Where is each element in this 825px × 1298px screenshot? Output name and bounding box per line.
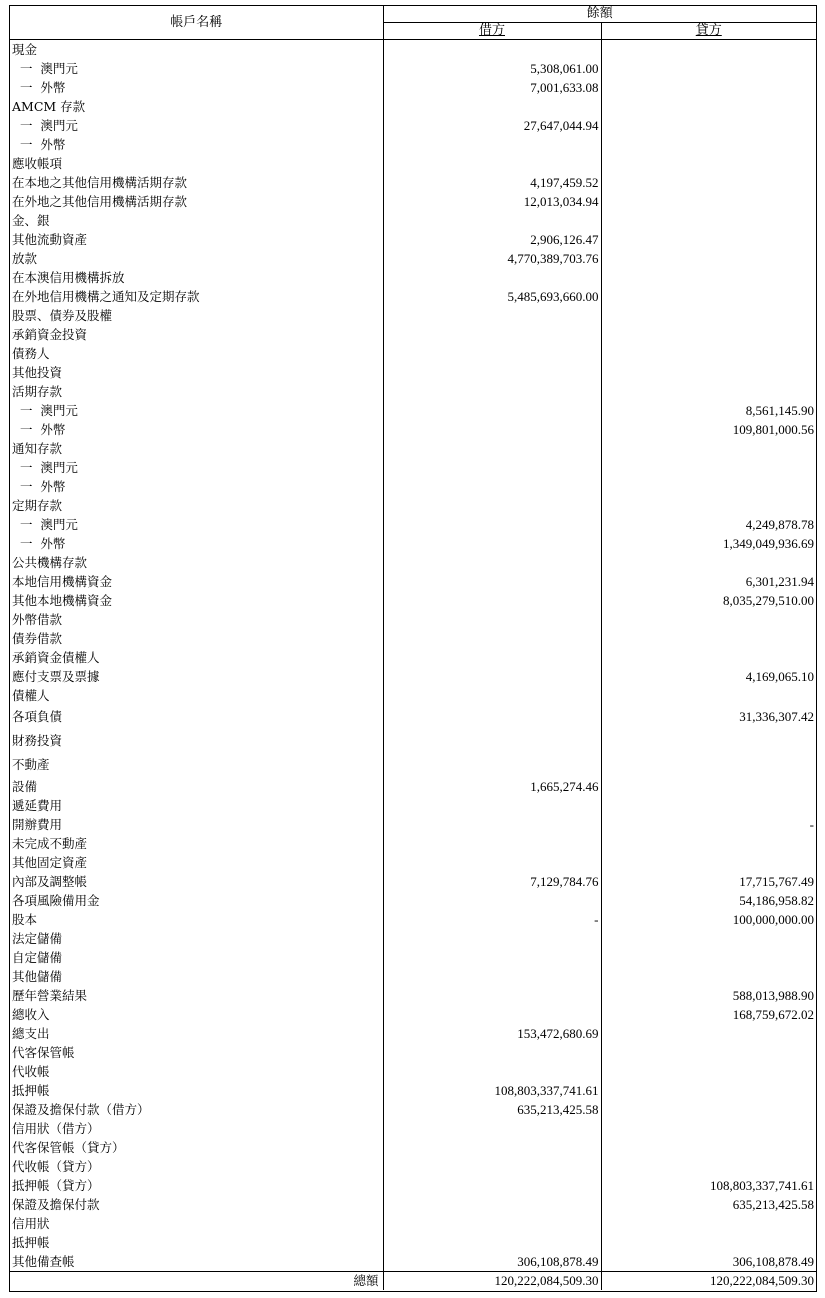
account-name-cell: 一 澳門元 — [10, 401, 383, 420]
credit-cell — [601, 458, 816, 477]
table-row — [10, 1214, 816, 1233]
credit-cell — [601, 477, 816, 496]
debit-cell: - — [383, 910, 601, 929]
debit-cell — [383, 686, 601, 705]
debit-cell: 4,770,389,703.76 — [383, 249, 601, 268]
credit-cell — [601, 116, 816, 135]
account-name-cell: 金、銀 — [10, 211, 383, 230]
account-name-header-label: 帳戶名稱 — [170, 14, 223, 30]
table-row — [10, 173, 816, 192]
table-row — [10, 458, 816, 477]
table-row — [10, 572, 816, 591]
table-row — [10, 1043, 816, 1062]
credit-cell — [601, 1024, 816, 1043]
account-rows — [10, 40, 816, 1272]
credit-cell — [601, 648, 816, 667]
credit-cell — [601, 192, 816, 211]
debit-cell: 5,485,693,660.00 — [383, 287, 601, 306]
debit-cell — [383, 135, 601, 154]
table-row — [10, 382, 816, 401]
debit-cell — [383, 515, 601, 534]
table-row — [10, 268, 816, 287]
credit-header-label: 貸方 — [695, 23, 722, 38]
account-name-cell: 一 外幣 — [10, 420, 383, 439]
credit-cell — [601, 306, 816, 325]
debit-cell: 635,213,425.58 — [383, 1100, 601, 1119]
credit-cell — [601, 1157, 816, 1176]
table-row — [10, 967, 816, 986]
table-row — [10, 986, 816, 1005]
debit-cell — [383, 948, 601, 967]
credit-cell — [601, 325, 816, 344]
header-row-top — [10, 6, 816, 23]
debit-cell — [383, 1214, 601, 1233]
credit-cell — [601, 40, 816, 60]
table-row — [10, 667, 816, 686]
trial-balance-sheet — [9, 5, 817, 1292]
debit-cell — [383, 458, 601, 477]
account-name-cell: 定期存款 — [10, 496, 383, 515]
debit-cell — [383, 853, 601, 872]
account-name-cell: 不動產 — [10, 753, 383, 777]
balance-header-label: 餘額 — [586, 6, 613, 21]
credit-cell — [601, 1100, 816, 1119]
debit-cell — [383, 834, 601, 853]
table-row — [10, 1138, 816, 1157]
credit-cell — [601, 753, 816, 777]
account-name-cell: 本地信用機構資金 — [10, 572, 383, 591]
table-row — [10, 135, 816, 154]
account-name-cell: 抵押帳 — [10, 1233, 383, 1252]
account-name-cell: 財務投資 — [10, 729, 383, 753]
debit-header — [383, 23, 601, 40]
account-name-cell: 股票、債券及股權 — [10, 306, 383, 325]
credit-cell — [601, 777, 816, 796]
table-row — [10, 910, 816, 929]
credit-cell: 100,000,000.00 — [732, 912, 815, 927]
debit-cell: 108,803,337,741.61 — [383, 1081, 601, 1100]
credit-cell — [601, 344, 816, 363]
table-row — [10, 777, 816, 796]
credit-cell — [601, 834, 816, 853]
account-name-cell: 承銷資金債權人 — [10, 648, 383, 667]
table-row — [10, 59, 816, 78]
account-name-cell: 抵押帳 — [10, 1081, 383, 1100]
debit-cell — [383, 591, 601, 610]
credit-cell — [601, 629, 816, 648]
debit-cell — [383, 1062, 601, 1081]
debit-cell — [383, 401, 601, 420]
table-row — [10, 496, 816, 515]
table-row — [10, 929, 816, 948]
account-name-cell: 活期存款 — [10, 382, 383, 401]
table-row — [10, 420, 816, 439]
credit-cell: - — [809, 817, 815, 832]
credit-cell — [601, 363, 816, 382]
balance-header — [383, 6, 816, 23]
debit-cell — [383, 1138, 601, 1157]
table-row — [10, 1081, 816, 1100]
debit-cell: 4,197,459.52 — [383, 173, 601, 192]
account-name-cell: 法定儲備 — [10, 929, 383, 948]
account-name-cell: 債券借款 — [10, 629, 383, 648]
debit-cell — [383, 667, 601, 686]
table-row — [10, 686, 816, 705]
debit-cell — [383, 705, 601, 729]
credit-cell: 8,561,145.90 — [745, 403, 815, 418]
account-name-cell: 各項風險備用金 — [10, 891, 383, 910]
account-name-cell: 一 外幣 — [10, 78, 383, 97]
account-name-cell: 一 澳門元 — [10, 515, 383, 534]
debit-cell: 27,647,044.94 — [383, 116, 601, 135]
account-name-cell: 在外地信用機構之通知及定期存款 — [10, 287, 383, 306]
table-row — [10, 729, 816, 753]
account-name-cell: 各項負債 — [10, 705, 383, 729]
debit-cell: 153,472,680.69 — [383, 1024, 601, 1043]
account-name-cell: 一 外幣 — [10, 534, 383, 553]
account-name-cell: 保證及擔保付款 — [10, 1195, 383, 1214]
credit-cell — [601, 211, 816, 230]
credit-cell — [601, 496, 816, 515]
debit-cell: 7,001,633.08 — [383, 78, 601, 97]
debit-cell — [383, 1005, 601, 1024]
debit-cell — [383, 344, 601, 363]
credit-cell: 31,336,307.42 — [739, 709, 815, 724]
table-row — [10, 1100, 816, 1119]
credit-cell — [601, 686, 816, 705]
balance-table — [10, 6, 816, 1290]
account-name-cell: 外幣借款 — [10, 610, 383, 629]
account-name-cell: 設備 — [10, 777, 383, 796]
credit-cell — [601, 1214, 816, 1233]
table-row — [10, 1233, 816, 1252]
table-row — [10, 401, 816, 420]
debit-cell — [383, 553, 601, 572]
debit-cell — [383, 154, 601, 173]
debit-cell — [383, 1157, 601, 1176]
debit-cell — [383, 325, 601, 344]
debit-cell — [383, 891, 601, 910]
account-name-cell: 債權人 — [10, 686, 383, 705]
credit-cell — [601, 1043, 816, 1062]
debit-cell — [383, 815, 601, 834]
debit-cell — [383, 753, 601, 777]
debit-cell — [383, 1233, 601, 1252]
debit-cell — [383, 1043, 601, 1062]
credit-cell: 4,169,065.10 — [745, 669, 815, 684]
account-name-cell: 在本地之其他信用機構活期存款 — [10, 173, 383, 192]
account-name-cell: 一 外幣 — [10, 477, 383, 496]
debit-cell — [383, 420, 601, 439]
debit-cell — [383, 477, 601, 496]
account-name-cell: 其他備查帳 — [10, 1252, 383, 1272]
credit-cell — [601, 287, 816, 306]
account-name-cell: 放款 — [10, 249, 383, 268]
debit-cell: 1,665,274.46 — [383, 777, 601, 796]
debit-cell: 7,129,784.76 — [383, 872, 601, 891]
table-row — [10, 363, 816, 382]
account-name-cell: 股本 — [10, 910, 383, 929]
table-row — [10, 753, 816, 777]
debit-cell: 306,108,878.49 — [383, 1252, 601, 1272]
credit-cell: 108,803,337,741.61 — [710, 1178, 815, 1193]
account-name-cell: AMCM 存款 — [10, 97, 383, 116]
account-name-cell: 代客保管帳 — [10, 1043, 383, 1062]
credit-cell — [601, 1062, 816, 1081]
debit-cell — [383, 439, 601, 458]
table-row — [10, 1062, 816, 1081]
debit-cell — [383, 268, 601, 287]
debit-cell — [383, 796, 601, 815]
credit-cell — [601, 1119, 816, 1138]
credit-cell: 6,301,231.94 — [745, 574, 815, 589]
debit-cell — [383, 211, 601, 230]
table-row — [10, 796, 816, 815]
credit-cell — [601, 78, 816, 97]
account-name-cell: 一 澳門元 — [10, 458, 383, 477]
table-row — [10, 1157, 816, 1176]
table-row — [10, 1119, 816, 1138]
table-row — [10, 439, 816, 458]
credit-cell — [601, 59, 816, 78]
debit-cell — [383, 534, 601, 553]
table-row — [10, 154, 816, 173]
table-row — [10, 325, 816, 344]
table-row — [10, 1176, 816, 1195]
table-row — [10, 610, 816, 629]
table-row — [10, 78, 816, 97]
credit-cell: 4,249,878.78 — [745, 517, 815, 532]
credit-cell — [601, 796, 816, 815]
table-row — [10, 192, 816, 211]
total-debit: 120,222,084,509.30 — [383, 1272, 601, 1291]
debit-cell — [383, 610, 601, 629]
table-row — [10, 648, 816, 667]
debit-cell — [383, 40, 601, 60]
account-name-cell: 代收帳（貸方） — [10, 1157, 383, 1176]
debit-cell — [383, 1195, 601, 1214]
debit-cell — [383, 929, 601, 948]
credit-cell — [601, 382, 816, 401]
credit-cell — [601, 154, 816, 173]
account-name-cell: 現金 — [10, 40, 383, 60]
credit-header — [601, 23, 816, 40]
credit-cell — [601, 948, 816, 967]
table-row — [10, 287, 816, 306]
table-row — [10, 515, 816, 534]
table-row — [10, 477, 816, 496]
credit-cell — [601, 853, 816, 872]
debit-cell — [383, 967, 601, 986]
credit-cell — [601, 553, 816, 572]
table-row — [10, 948, 816, 967]
credit-cell: 54,186,958.82 — [739, 893, 815, 908]
account-name-cell: 在外地之其他信用機構活期存款 — [10, 192, 383, 211]
credit-cell — [601, 249, 816, 268]
account-name-cell: 債務人 — [10, 344, 383, 363]
account-name-cell: 其他投資 — [10, 363, 383, 382]
table-row — [10, 872, 816, 891]
credit-cell — [601, 268, 816, 287]
table-row — [10, 306, 816, 325]
credit-cell: 168,759,672.02 — [732, 1007, 815, 1022]
debit-cell — [383, 306, 601, 325]
table-row — [10, 534, 816, 553]
account-name-cell: 總收入 — [10, 1005, 383, 1024]
credit-cell — [601, 439, 816, 458]
account-name-cell: 其他流動資產 — [10, 230, 383, 249]
debit-cell — [383, 1119, 601, 1138]
credit-cell: 17,715,767.49 — [739, 874, 815, 889]
account-name-cell: 其他儲備 — [10, 967, 383, 986]
table-row — [10, 1005, 816, 1024]
credit-cell: 306,108,878.49 — [732, 1254, 815, 1269]
debit-cell — [383, 1176, 601, 1195]
table-row — [10, 230, 816, 249]
account-name-cell: 自定儲備 — [10, 948, 383, 967]
credit-cell — [601, 1233, 816, 1252]
credit-cell — [601, 967, 816, 986]
account-name-cell: 在本澳信用機構拆放 — [10, 268, 383, 287]
table-row — [10, 249, 816, 268]
table-row — [10, 705, 816, 729]
account-name-cell: 一 外幣 — [10, 135, 383, 154]
debit-cell — [383, 986, 601, 1005]
credit-cell — [601, 97, 816, 116]
credit-cell — [601, 729, 816, 753]
credit-cell: 588,013,988.90 — [732, 988, 815, 1003]
debit-cell — [383, 382, 601, 401]
debit-header-label: 借方 — [478, 23, 505, 38]
debit-cell — [383, 572, 601, 591]
account-name-cell: 信用狀 — [10, 1214, 383, 1233]
account-name-cell: 應付支票及票據 — [10, 667, 383, 686]
account-name-cell: 總支出 — [10, 1024, 383, 1043]
credit-cell — [601, 1138, 816, 1157]
debit-cell — [383, 729, 601, 753]
debit-cell: 12,013,034.94 — [383, 192, 601, 211]
account-name-cell: 抵押帳（貸方） — [10, 1176, 383, 1195]
debit-cell — [383, 629, 601, 648]
debit-cell — [383, 363, 601, 382]
table-row — [10, 1252, 816, 1272]
credit-cell — [601, 173, 816, 192]
credit-cell: 109,801,000.56 — [732, 422, 815, 437]
table-row — [10, 1024, 816, 1043]
table-row — [10, 629, 816, 648]
debit-cell — [383, 648, 601, 667]
total-credit: 120,222,084,509.30 — [601, 1272, 816, 1291]
table-row — [10, 344, 816, 363]
account-name-header — [10, 6, 383, 40]
debit-cell — [383, 496, 601, 515]
table-row — [10, 116, 816, 135]
account-name-cell: 通知存款 — [10, 439, 383, 458]
total-label: 總額 — [10, 1272, 383, 1291]
credit-cell — [601, 135, 816, 154]
table-row — [10, 853, 816, 872]
table-row — [10, 591, 816, 610]
credit-cell — [601, 230, 816, 249]
debit-cell: 5,308,061.00 — [383, 59, 601, 78]
total-row — [10, 1272, 816, 1291]
table-row — [10, 891, 816, 910]
credit-cell — [601, 929, 816, 948]
account-name-cell: 一 澳門元 — [10, 116, 383, 135]
account-name-cell: 其他本地機構資金 — [10, 591, 383, 610]
account-name-cell: 信用狀（借方） — [10, 1119, 383, 1138]
account-name-cell: 其他固定資產 — [10, 853, 383, 872]
account-name-cell: 內部及調整帳 — [10, 872, 383, 891]
table-row — [10, 815, 816, 834]
debit-cell — [383, 97, 601, 116]
table-row — [10, 97, 816, 116]
table-row — [10, 553, 816, 572]
account-name-cell: 公共機構存款 — [10, 553, 383, 572]
table-row — [10, 40, 816, 60]
account-name-cell: 遞延費用 — [10, 796, 383, 815]
table-row — [10, 834, 816, 853]
credit-cell — [601, 610, 816, 629]
account-name-cell: 保證及擔保付款（借方） — [10, 1100, 383, 1119]
credit-cell: 1,349,049,936.69 — [723, 536, 815, 551]
account-name-cell: 應收帳項 — [10, 154, 383, 173]
credit-cell — [601, 1081, 816, 1100]
credit-cell: 8,035,279,510.00 — [723, 593, 815, 608]
credit-cell: 635,213,425.58 — [732, 1197, 815, 1212]
table-row — [10, 211, 816, 230]
account-name-cell: 未完成不動產 — [10, 834, 383, 853]
account-name-cell: 一 澳門元 — [10, 59, 383, 78]
account-name-cell: 開辦費用 — [10, 815, 383, 834]
account-name-cell: 代客保管帳（貸方） — [10, 1138, 383, 1157]
account-name-cell: 歷年營業結果 — [10, 986, 383, 1005]
account-name-cell: 代收帳 — [10, 1062, 383, 1081]
account-name-cell: 承銷資金投資 — [10, 325, 383, 344]
debit-cell: 2,906,126.47 — [383, 230, 601, 249]
table-row — [10, 1195, 816, 1214]
